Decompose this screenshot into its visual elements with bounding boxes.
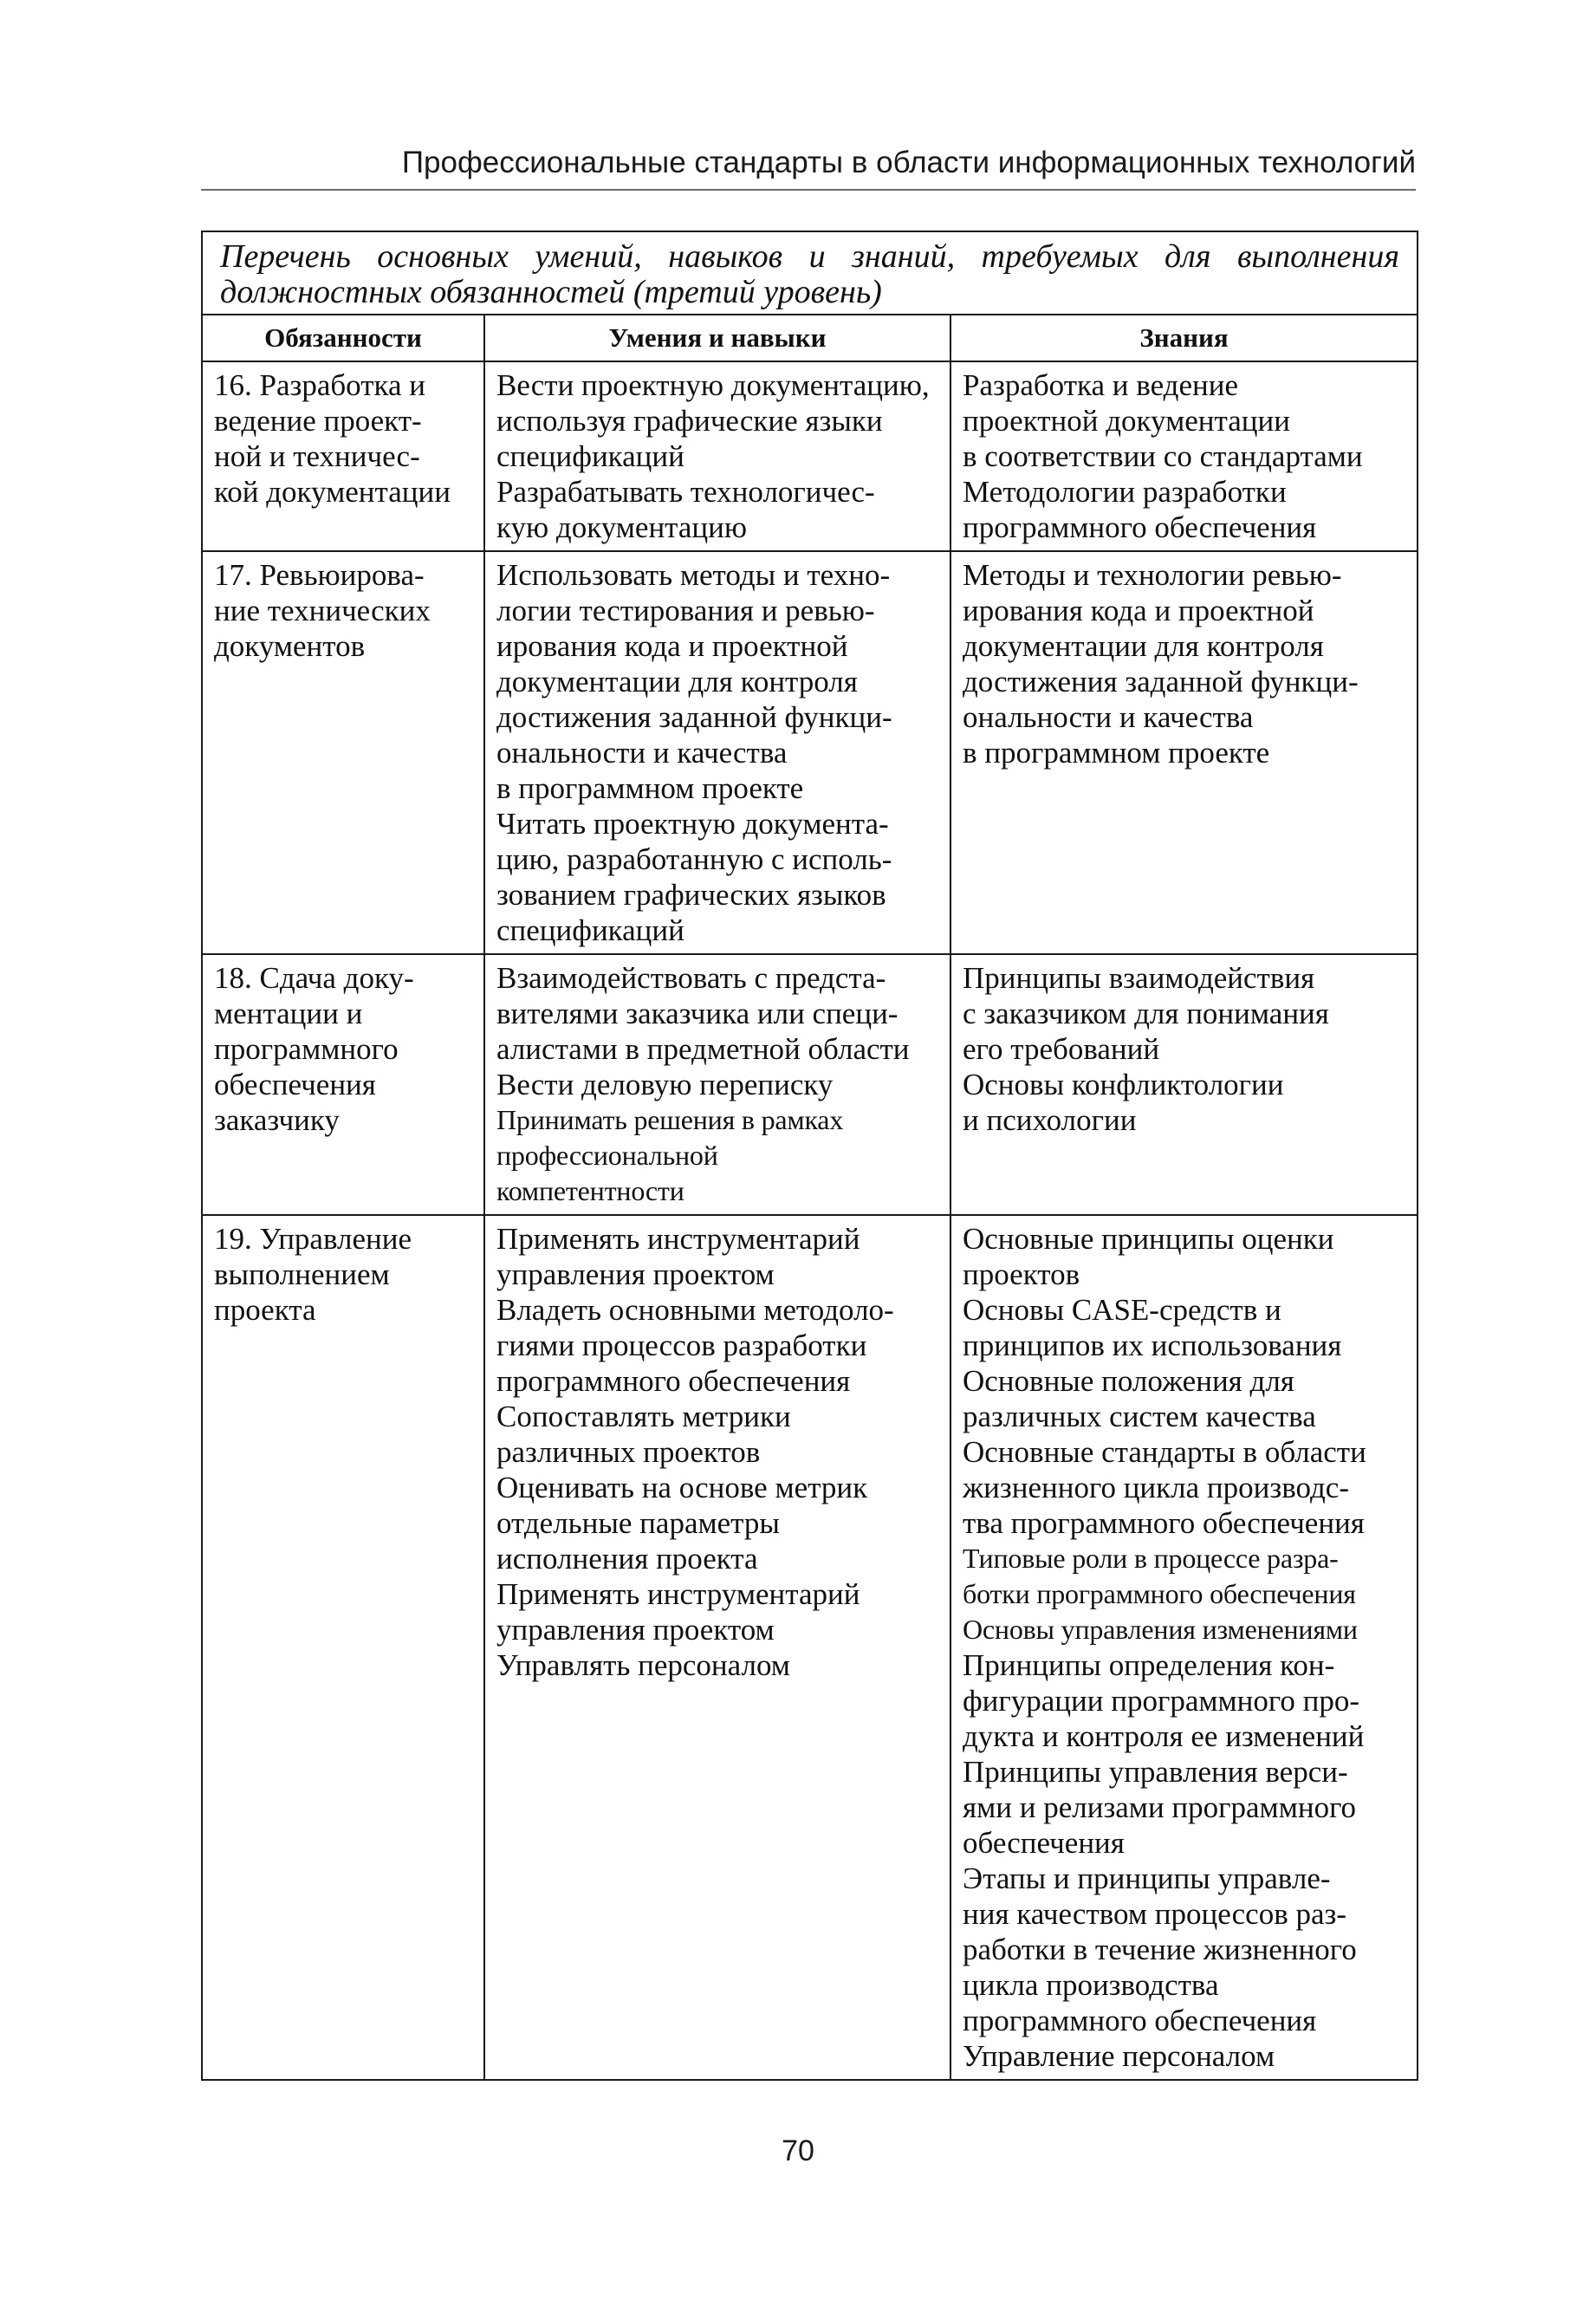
knowledge-line: жизненного цикла производс- [963,1471,1349,1504]
knowledge-line: работки в течение жизненного [963,1933,1357,1966]
duty-line: ной и техничес- [214,439,420,473]
skills-line: Вести проектную документацию, [496,368,930,402]
skills-line: Вести деловую переписку [496,1068,834,1101]
header-rule [201,189,1416,191]
table-row [202,551,1418,954]
skills-cell [484,551,950,954]
skills-line: алистами в предметной области [496,1032,910,1066]
duty-cell [202,361,484,551]
knowledge-line: цикла производства [963,1968,1219,2002]
knowledge-cell [950,361,1418,551]
knowledge-line: Основные стандарты в области [963,1435,1366,1469]
duty-line: кой документации [214,475,451,509]
running-head: Профессиональные стандарты в области информационных технологий [401,146,1416,179]
knowledge-line: Принципы управления верси- [963,1755,1348,1789]
skills-table [201,231,1418,2081]
duty-line: проекта [214,1293,316,1327]
skills-line: компетентности [496,1175,684,1206]
knowledge-line: Основы конфликтологии [963,1068,1284,1101]
skills-line: управления проектом [496,1257,775,1291]
skills-line: Применять инструментарий [496,1222,860,1256]
knowledge-line: дукта и контроля ее изменений [963,1719,1365,1753]
knowledge-line: с заказчиком для понимания [963,997,1329,1030]
skills-line: документации для контроля [496,665,858,698]
knowledge-line: Методологии разработки [963,475,1287,509]
duty-line: 17. Ревьюирова- [214,558,425,592]
duty-line: 19. Управление [214,1222,412,1256]
skills-cell [484,1215,950,2080]
knowledge-line: ональности и качества [963,700,1254,734]
knowledge-line: Разработка и ведение [963,368,1238,402]
column-header-duties: Обязанности [202,315,484,361]
skills-line: зованием графических языков [496,878,886,912]
skills-line: спецификаций [496,439,684,473]
knowledge-line: Основные положения для [963,1364,1294,1398]
duty-line: выполнением [214,1257,390,1291]
knowledge-line: различных систем качества [963,1400,1316,1433]
duty-line: ментации и [214,997,363,1030]
skills-line: программного обеспечения [496,1364,851,1398]
knowledge-cell [950,954,1418,1215]
skills-line: профессиональной [496,1140,718,1171]
skills-line: гиями процессов разработки [496,1329,867,1362]
knowledge-line: его требований [963,1032,1160,1066]
skills-line: спецификаций [496,913,684,947]
knowledge-line: обеспечения [963,1826,1125,1860]
knowledge-cell [950,551,1418,954]
knowledge-line: Основные принципы оценки [963,1222,1334,1256]
knowledge-line: Управление персоналом [963,2039,1275,2073]
column-header-skills: Умения и навыки [484,315,950,361]
duty-cell [202,1215,484,2080]
skills-line: Управлять персоналом [496,1648,790,1682]
skills-line: цию, разработанную с исполь- [496,842,892,876]
skills-line: Читать проектную документа- [496,807,889,841]
duty-line: заказчику [214,1103,340,1137]
knowledge-line: программного обеспечения [963,2004,1317,2037]
knowledge-line: Основы управления изменениями [963,1614,1358,1645]
skills-line: Принимать решения в рамках [496,1104,844,1135]
duty-line: документов [214,629,366,663]
skills-cell [484,361,950,551]
page-number: 70 [782,2134,814,2167]
skills-line: кую документацию [496,510,748,544]
knowledge-line: фигурации программного про- [963,1684,1360,1718]
skills-line: Разрабатывать технологичес- [496,475,875,509]
knowledge-line: тва программного обеспечения [963,1506,1365,1540]
table-caption: Перечень основных умений, навыков и знаний, требуемых для выполнения должностных обязанностей (третий уровень) [202,231,1418,315]
table-row [202,1215,1418,2080]
skills-line: различных проектов [496,1435,761,1469]
knowledge-line: Методы и технологии ревью- [963,558,1342,592]
knowledge-line: Типовые роли в процессе разра- [963,1543,1339,1574]
skills-line: Владеть основными методоло- [496,1293,894,1327]
duty-line: ведение проект- [214,404,422,438]
table-header-row [202,315,1418,361]
skills-line: Взаимодействовать с предста- [496,961,886,995]
skills-line: Использовать методы и техно- [496,558,891,592]
knowledge-line: ирования кода и проектной [963,594,1314,627]
knowledge-line: Принципы определения кон- [963,1648,1335,1682]
knowledge-line: достижения заданной функци- [963,665,1359,698]
skills-line: логии тестирования и ревью- [496,594,875,627]
skills-line: в программном проекте [496,771,804,805]
skills-line: достижения заданной функци- [496,700,892,734]
knowledge-line: ботки программного обеспечения [963,1578,1356,1609]
knowledge-line: Основы CASE-средств и [963,1293,1281,1327]
skills-line: используя графические языки [496,404,883,438]
skills-line: Сопоставлять метрики [496,1400,791,1433]
knowledge-line: ями и релизами программного [963,1790,1357,1824]
knowledge-line: и психологии [963,1103,1137,1137]
duty-line: программного [214,1032,399,1066]
skills-line: управления проектом [496,1613,775,1647]
duty-line: ние технических [214,594,431,627]
skills-line: Оценивать на основе метрик [496,1471,868,1504]
table-row [202,361,1418,551]
skills-line: исполнения проекта [496,1542,758,1576]
table-row [202,954,1418,1215]
skills-line: отдельные параметры [496,1506,780,1540]
knowledge-line: в соответствии со стандартами [963,439,1363,473]
skills-cell [484,954,950,1215]
skills-line: ональности и качества [496,736,788,770]
table-caption-row [202,231,1418,315]
duty-line: 18. Сдача доку- [214,961,414,995]
knowledge-line: в программном проекте [963,736,1270,770]
knowledge-line: принципов их использования [963,1329,1342,1362]
knowledge-line: программного обеспечения [963,510,1317,544]
skills-line: Применять инструментарий [496,1577,860,1611]
skills-line: вителями заказчика или специ- [496,997,899,1030]
knowledge-line: документации для контроля [963,629,1324,663]
skills-line: ирования кода и проектной [496,629,848,663]
knowledge-line: Этапы и принципы управле- [963,1861,1331,1895]
knowledge-line: проектов [963,1257,1080,1291]
knowledge-line: Принципы взаимодействия [963,961,1315,995]
knowledge-line: проектной документации [963,404,1290,438]
duty-cell [202,551,484,954]
knowledge-cell [950,1215,1418,2080]
duty-line: 16. Разработка и [214,368,425,402]
knowledge-line: ния качеством процессов раз- [963,1897,1347,1931]
column-header-knowledge: Знания [950,315,1418,361]
duty-line: обеспечения [214,1068,376,1101]
duty-cell [202,954,484,1215]
